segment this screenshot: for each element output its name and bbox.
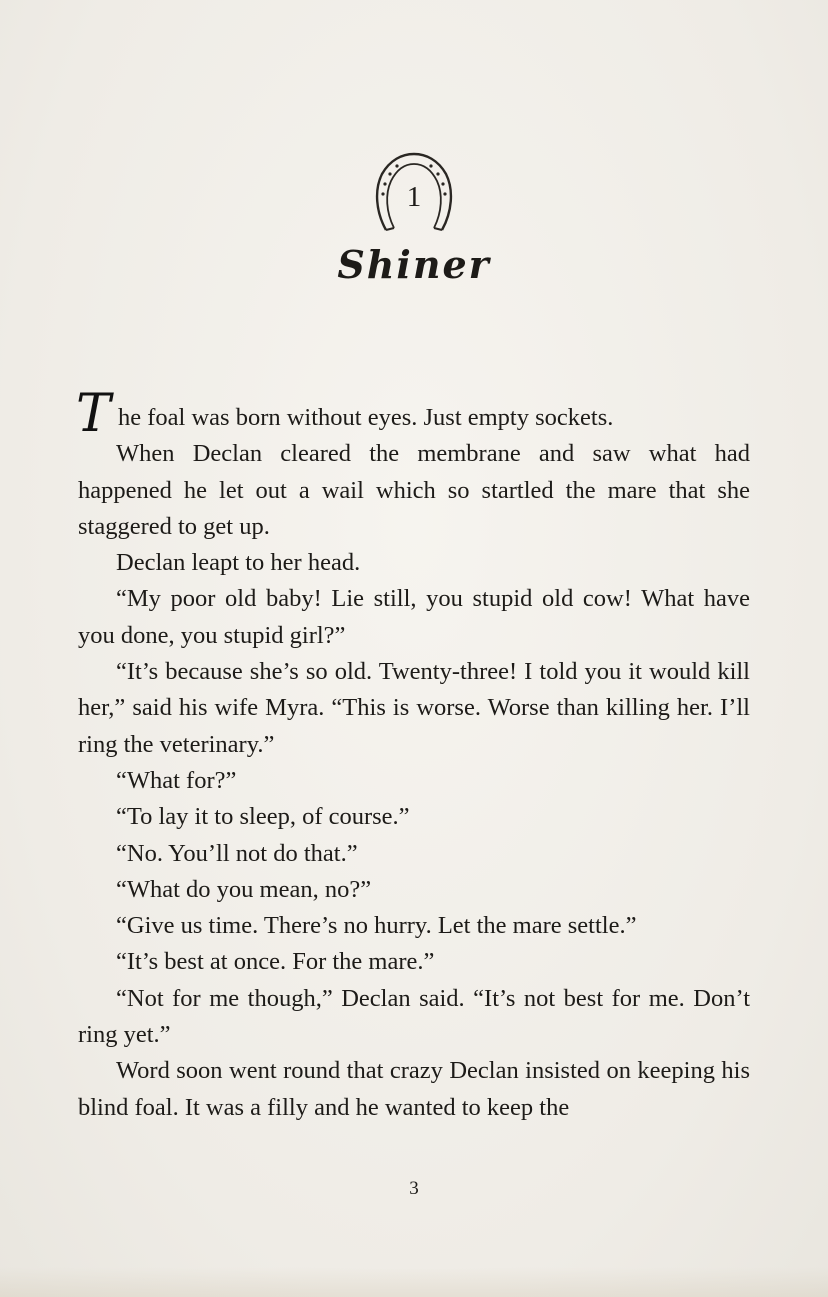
paragraph-10: “Give us time. There’s no hurry. Let the mare settle.” [116,912,637,940]
paragraph-5: “It’s because she’s so old. Twenty-three! I told you it would kill her,” said his wife Myra. “This is worse. Worse than killing her. I’ll ring the veterinary.” [78,658,750,758]
paragraph-4: “My poor old baby! Lie still, you stupid old cow! What have you done, you stupid girl?” [78,585,750,649]
chapter-title: Shiner [337,242,491,287]
page-edge-shadow [0,1267,828,1297]
paragraph-13: Word soon went round that crazy Declan insisted on keeping his blind foal. It was a filly and he wanted to keep the [78,1057,750,1121]
paragraph-9: “What do you mean, no?” [116,875,372,903]
chapter-number: 1 [406,181,422,213]
paragraph-2: When Declan cleared the membrane and saw what had happened he let out a wail which so startled the mare that she staggered to get up. [78,440,750,540]
paragraph-11: “It’s best at once. For the mare.” [116,948,435,976]
page-number: 3 [409,1178,419,1199]
paragraph-3: Declan leapt to her head. [116,549,361,577]
paragraph-text: he foal was born without eyes. Just empty sockets. [118,404,614,431]
paragraph-7: “To lay it to sleep, of course.” [116,803,410,831]
paragraph-6: “What for?” [116,766,237,794]
paragraph-12: “Not for me though,” Declan said. “It’s not best for me. Don’t ring yet.” [78,984,750,1049]
paragraph-1 [76,384,750,444]
paragraph-8: “No. You’ll not do that.” [116,839,358,867]
drop-cap: T [76,384,111,444]
chapter-body [76,384,750,1126]
